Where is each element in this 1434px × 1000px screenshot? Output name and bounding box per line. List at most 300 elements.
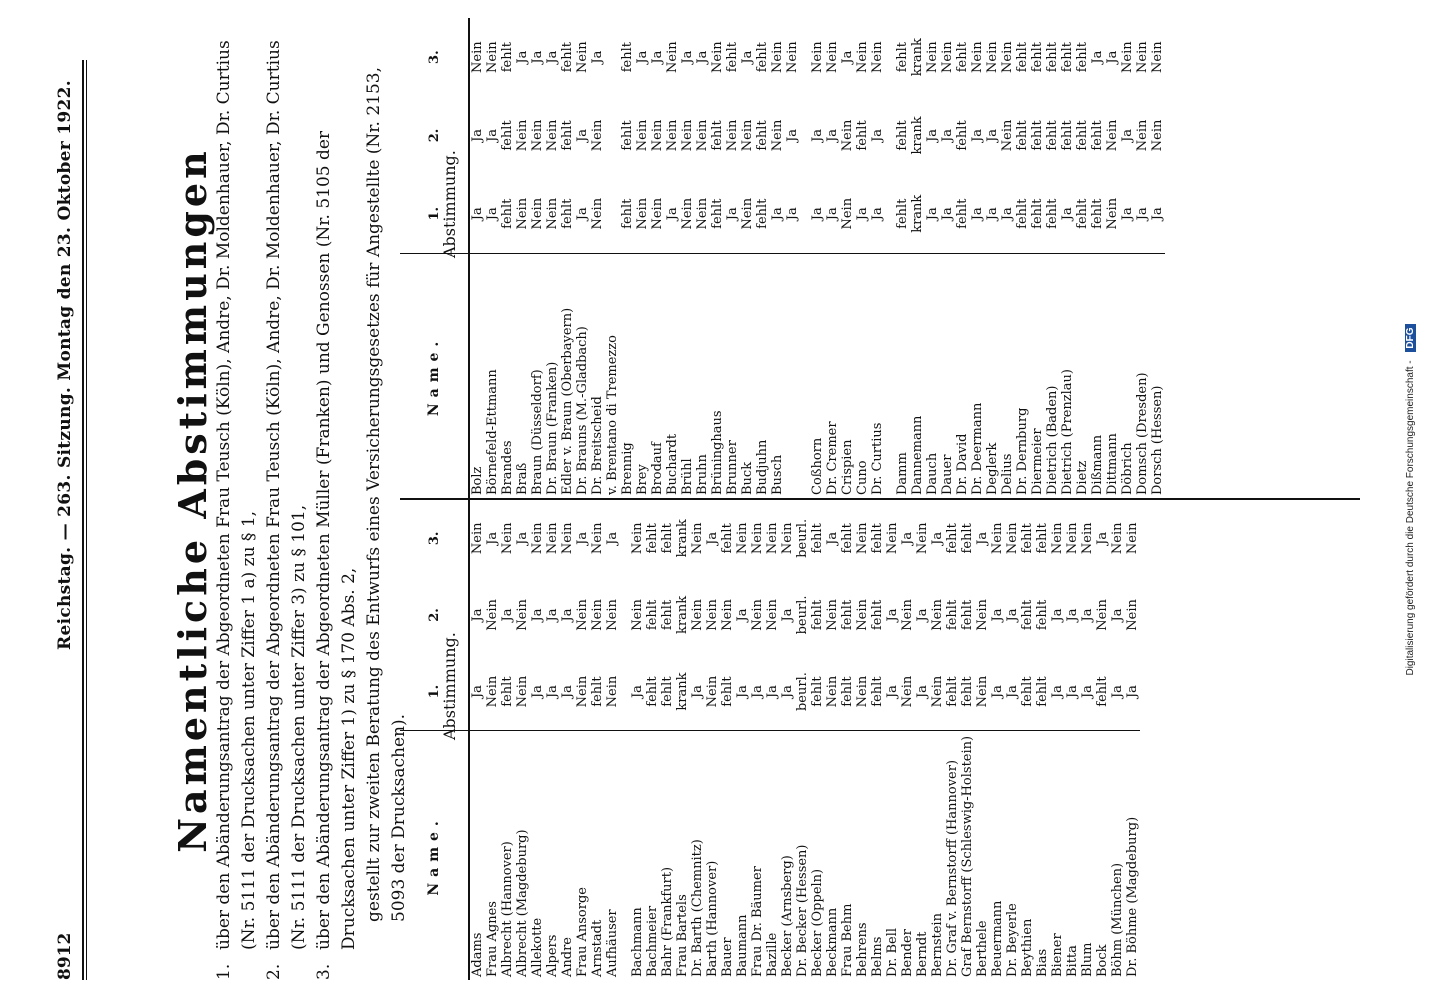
table-row	[1105, 18, 1120, 498]
vote-cell-3: Nein	[1000, 41, 1015, 73]
vote-cell-3	[885, 18, 895, 96]
vote-cell-1: Ja	[770, 207, 785, 221]
table-row	[785, 18, 800, 498]
table-row	[650, 18, 665, 498]
vote-cell-1: Ja	[1120, 207, 1135, 221]
table-row	[870, 500, 885, 980]
member-name: Dißmann	[1090, 253, 1105, 498]
motion-list	[212, 20, 412, 980]
vote-cell-3: Ja	[485, 531, 500, 545]
member-name: Frau Agnes	[485, 730, 500, 980]
member-name: Bauer	[720, 730, 735, 980]
vote-cell-3: fehlt	[755, 42, 770, 73]
vote-cell-1: Ja	[780, 685, 795, 699]
vote-cell-3: beurl.	[795, 518, 810, 558]
vote-cell-3: Nein	[530, 522, 545, 555]
vote-cell-2: Nein	[975, 599, 990, 631]
vote-cell-3: Ja	[1090, 50, 1105, 64]
motion-text: über den Abänderungsantrag der Abgeordneten Müller (Franken) und Genossen (Nr. 5105 der Drucksachen unter Ziffer 1) zu § 170 Abs. 2,	[314, 130, 359, 950]
table-row	[1000, 18, 1015, 498]
vote-cell-1: Ja	[855, 207, 870, 221]
table-row	[705, 500, 720, 980]
vote-cell-3: Ja	[530, 50, 545, 64]
vote-cell-1: Ja	[870, 207, 885, 221]
vote-cell-1: Ja	[485, 207, 500, 221]
vote-cell-3: fehlt	[1075, 42, 1090, 73]
table-row	[590, 18, 605, 498]
vote-cell-2: Ja	[780, 608, 795, 622]
vote-cell-2: Ja	[735, 608, 750, 622]
vote-cell-1: krank	[910, 194, 925, 233]
vote-cell-2: Ja	[1080, 608, 1095, 622]
vote-cell-1: Ja	[810, 207, 825, 221]
vote-cell-2: Nein	[690, 599, 705, 631]
column-header-name: Name.	[400, 253, 469, 498]
vote-cell-1: fehlt	[895, 198, 910, 229]
vote-cell-2: krank	[910, 116, 925, 155]
vote-cell-2: Nein	[1105, 119, 1120, 152]
table-row	[605, 18, 620, 498]
vote-cell-1: fehlt	[840, 676, 855, 707]
member-name: Dr. Barth (Chemnitz)	[690, 730, 705, 980]
table-row	[620, 500, 630, 980]
vote-cell-1: fehlt	[560, 198, 575, 229]
motion-number: 1.	[214, 963, 234, 980]
vote-cell-1: Ja	[630, 685, 645, 699]
table-row	[1080, 500, 1095, 980]
vote-cell-3: fehlt	[1060, 42, 1075, 73]
table-row	[1110, 500, 1125, 980]
member-name: Brühl	[680, 253, 695, 498]
vote-cell-3: Nein	[1005, 522, 1020, 555]
member-name: Brey	[635, 253, 650, 498]
member-name	[785, 253, 800, 498]
vote-cell-1: Ja	[470, 207, 485, 221]
vote-cell-1: Nein	[530, 197, 545, 230]
member-name: Dauer	[940, 253, 955, 498]
vote-cell-3: Nein	[560, 522, 575, 555]
vote-cell-2: beurl.	[795, 595, 810, 635]
member-name: Dittmann	[1105, 253, 1120, 498]
vote-cell-1: Ja	[970, 207, 985, 221]
vote-cell-2: fehlt	[960, 599, 975, 631]
header-rule	[82, 60, 84, 980]
table-row	[1065, 500, 1080, 980]
member-name: Arnstadt	[590, 730, 605, 980]
vote-cell-3: Nein	[825, 41, 840, 73]
vote-cell-1: Nein	[545, 197, 560, 230]
vote-cell-1: Ja	[985, 207, 1000, 221]
member-name: Buck	[740, 253, 755, 498]
vote-cell-1: Nein	[590, 197, 605, 230]
member-name: Beckmann	[825, 730, 840, 980]
table-row	[740, 18, 755, 498]
vote-table-body	[469, 500, 1140, 980]
vote-cell-1: Ja	[1050, 685, 1065, 699]
vote-cell-1: Nein	[825, 675, 840, 708]
vote-cell-3: Ja	[650, 50, 665, 64]
table-row	[945, 500, 960, 980]
table-row	[940, 18, 955, 498]
table-row	[800, 18, 810, 498]
table-row	[780, 500, 795, 980]
vote-cell-1: Nein	[740, 197, 755, 230]
column-header-vote-3: 3.	[400, 18, 469, 96]
table-row	[840, 500, 855, 980]
vote-cell-2: Ja	[870, 128, 885, 142]
member-name	[620, 730, 630, 980]
member-name: Domsch (Dresden)	[1135, 253, 1150, 498]
vote-cell-1: Nein	[855, 675, 870, 708]
table-row	[560, 500, 575, 980]
vote-cell-1: Ja	[925, 207, 940, 221]
table-row	[925, 18, 940, 498]
member-name: Dannemann	[910, 253, 925, 498]
abstimmung-label: Abstimmung.	[440, 632, 459, 740]
member-name: Brandes	[500, 253, 515, 498]
vote-cell-1: fehlt	[1090, 198, 1105, 229]
vote-cell-3: Nein	[1150, 41, 1165, 73]
vote-table-left	[400, 500, 1360, 980]
member-name: Frau Bartels	[675, 730, 690, 980]
table-row	[605, 500, 620, 980]
vote-cell-3	[605, 18, 620, 96]
vote-cell-2: Ja	[1005, 608, 1020, 622]
vote-cell-2: fehlt	[1035, 599, 1050, 631]
member-name: Brüninghaus	[710, 253, 725, 498]
vote-cell-2: Ja	[470, 608, 485, 622]
vote-cell-1: Ja	[545, 685, 560, 699]
vote-cell-3: Nein	[940, 41, 955, 73]
vote-cell-2: Nein	[590, 599, 605, 631]
vote-cell-3: fehlt	[840, 523, 855, 554]
vote-cell-2: Nein	[765, 599, 780, 631]
vote-cell-3: fehlt	[500, 42, 515, 73]
vote-cell-1: fehlt	[755, 198, 770, 229]
vote-cell-3: Nein	[590, 522, 605, 555]
vote-cell-3: Nein	[785, 41, 800, 73]
vote-cell-2: Nein	[530, 119, 545, 152]
table-row	[1075, 18, 1090, 498]
vote-cell-2: Nein	[1125, 599, 1140, 631]
vote-cell-2: Ja	[485, 128, 500, 142]
member-name: Bernstein	[930, 730, 945, 980]
vote-cell-2: fehlt	[955, 120, 970, 151]
member-name: Coßhorn	[810, 253, 825, 498]
table-row	[895, 18, 910, 498]
vote-cell-3: Ja	[515, 531, 530, 545]
table-row	[855, 18, 870, 498]
vote-cell-3: Nein	[970, 41, 985, 73]
vote-cell-2: Ja	[970, 128, 985, 142]
member-name: Cuno	[855, 253, 870, 498]
vote-cell-1	[605, 175, 620, 254]
vote-cell-1: fehlt	[590, 676, 605, 707]
member-name: Dr. Deermann	[970, 253, 985, 498]
table-row	[630, 500, 645, 980]
column-header-name: Name.	[400, 730, 469, 980]
vote-cell-1: fehlt	[645, 676, 660, 707]
vote-cell-3: Nein	[1125, 522, 1140, 555]
member-name: Diermeier	[1030, 253, 1045, 498]
vote-cell-1: Ja	[575, 207, 590, 221]
member-name: Dr. Curtius	[870, 253, 885, 498]
vote-cell-2: Nein	[840, 119, 855, 152]
vote-cell-2: Ja	[940, 128, 955, 142]
table-row	[1035, 500, 1050, 980]
vote-cell-2: Nein	[605, 599, 620, 631]
vote-cell-2: Ja	[500, 608, 515, 622]
vote-cell-2: Ja	[885, 608, 900, 622]
vote-cell-3: Nein	[575, 41, 590, 73]
table-row	[469, 500, 485, 980]
vote-cell-3: Ja	[825, 531, 840, 545]
member-name: Brodauf	[650, 253, 665, 498]
section-heading: Namentliche Abstimmungen	[170, 147, 215, 853]
vote-cell-2: Nein	[515, 599, 530, 631]
table-row	[590, 500, 605, 980]
vote-cell-2: Nein	[1000, 119, 1015, 152]
table-row	[735, 500, 750, 980]
vote-cell-3: Ja	[705, 531, 720, 545]
vote-cell-3: Nein	[855, 522, 870, 555]
vote-cell-1: Nein	[930, 675, 945, 708]
member-name: Dauch	[925, 253, 940, 498]
member-name: Berndt	[915, 730, 930, 980]
vote-cell-3: Ja	[605, 531, 620, 545]
member-name: Crispien	[840, 253, 855, 498]
table-row	[910, 18, 925, 498]
vote-cell-2: fehlt	[660, 599, 675, 631]
member-name: Graf Bernstorff (Schleswig-Holstein)	[960, 730, 975, 980]
vote-cell-2: Nein	[930, 599, 945, 631]
vote-cell-1: fehlt	[660, 676, 675, 707]
vote-cell-3: fehlt	[645, 523, 660, 554]
member-name: Adams	[469, 730, 485, 980]
vote-cell-2: fehlt	[1045, 120, 1060, 151]
vote-cell-3: Nein	[780, 522, 795, 555]
vote-cell-3: fehlt	[1045, 42, 1060, 73]
motion-item	[312, 20, 362, 980]
vote-cell-3: Nein	[985, 41, 1000, 73]
vote-cell-1: Ja	[1065, 685, 1080, 699]
vote-cell-3: Nein	[470, 522, 485, 555]
table-row	[1150, 18, 1165, 498]
vote-cell-3: Ja	[740, 50, 755, 64]
column-header-vote-1: 1.	[400, 175, 469, 254]
table-row	[645, 500, 660, 980]
member-name: Albrecht (Hannover)	[500, 730, 515, 980]
vote-cell-3: Nein	[735, 522, 750, 555]
table-row	[500, 18, 515, 498]
digitization-note	[1405, 0, 1416, 1000]
table-row	[469, 18, 485, 498]
vote-cell-3: Nein	[1065, 522, 1080, 555]
table-row	[530, 500, 545, 980]
table-row	[680, 18, 695, 498]
vote-cell-3: Ja	[515, 50, 530, 64]
member-name: Brunner	[725, 253, 740, 498]
vote-cell-1: Nein	[705, 675, 720, 708]
vote-cell-3: fehlt	[960, 523, 975, 554]
member-name	[885, 253, 895, 498]
vote-cell-3: Nein	[770, 41, 785, 73]
vote-cell-3: Ja	[840, 50, 855, 64]
member-name: Frau Behm	[840, 730, 855, 980]
vote-cell-2	[620, 577, 630, 654]
vote-cell-1: fehlt	[1075, 198, 1090, 229]
vote-cell-1: Ja	[1110, 685, 1125, 699]
vote-cell-1: Ja	[750, 685, 765, 699]
motion-number: 2.	[264, 963, 284, 980]
vote-cell-2: Nein	[750, 599, 765, 631]
table-row	[710, 18, 725, 498]
member-name: Dr. Böhme (Magdeburg)	[1125, 730, 1140, 980]
table-row	[720, 500, 735, 980]
vote-cell-3: Nein	[925, 41, 940, 73]
vote-cell-3: Nein	[710, 41, 725, 73]
vote-cell-2: fehlt	[710, 120, 725, 151]
table-row	[1020, 500, 1035, 980]
table-row	[1120, 18, 1135, 498]
vote-cell-2: fehlt	[1060, 120, 1075, 151]
column-header-vote-2: 2.	[400, 96, 469, 174]
table-row	[675, 500, 690, 980]
vote-cell-3: Nein	[810, 41, 825, 73]
table-row	[840, 18, 855, 498]
vote-cell-3: Nein	[500, 522, 515, 555]
vote-cell-3	[800, 18, 810, 96]
member-name: Dietz	[1075, 253, 1090, 498]
vote-cell-2: Nein	[705, 599, 720, 631]
vote-cell-2: Nein	[695, 119, 710, 152]
table-row	[530, 18, 545, 498]
vote-cell-1: fehlt	[620, 198, 635, 229]
member-name: Dr. Beyerle	[1005, 730, 1020, 980]
table-row	[990, 500, 1005, 980]
vote-cell-2: Ja	[560, 608, 575, 622]
table-row	[500, 500, 515, 980]
table-row	[930, 500, 945, 980]
vote-cell-1: Nein	[840, 197, 855, 230]
member-name: Dr. Breitscheid	[590, 253, 605, 498]
vote-cell-3: Ja	[900, 531, 915, 545]
table-row	[665, 18, 680, 498]
table-row	[810, 500, 825, 980]
member-name: Dr. Cremer	[825, 253, 840, 498]
vote-cell-2: Nein	[855, 599, 870, 631]
member-name: Dr. Graf v. Bernstorff (Hannover)	[945, 730, 960, 980]
table-row	[1125, 500, 1140, 980]
table-row	[515, 18, 530, 498]
member-name: Döbrich	[1120, 253, 1135, 498]
table-row	[900, 500, 915, 980]
digitization-text: Digitalisierung gefördert durch die Deutsche Forschungsgemeinschaft -	[1405, 360, 1416, 676]
vote-cell-3: Nein	[690, 522, 705, 555]
vote-cell-3: Nein	[1135, 41, 1150, 73]
vote-cell-3: Nein	[470, 41, 485, 73]
vote-cell-1: Ja	[470, 685, 485, 699]
vote-cell-2: Nein	[825, 599, 840, 631]
vote-cell-3: Ja	[1095, 531, 1110, 545]
vote-cell-1: Ja	[725, 207, 740, 221]
vote-cell-3: fehlt	[725, 42, 740, 73]
vote-cell-2: Nein	[545, 119, 560, 152]
vote-cell-2	[885, 96, 895, 174]
vote-cell-1	[620, 653, 630, 730]
table-row	[970, 18, 985, 498]
vote-cell-2: Ja	[1065, 608, 1080, 622]
vote-cell-3: fehlt	[620, 42, 635, 73]
member-name: Belms	[870, 730, 885, 980]
table-row	[750, 500, 765, 980]
member-name: Beythien	[1020, 730, 1035, 980]
vote-cell-3: fehlt	[560, 42, 575, 73]
vote-cell-1: Ja	[915, 685, 930, 699]
vote-cell-2: fehlt	[645, 599, 660, 631]
vote-cell-2: Nein	[1135, 119, 1150, 152]
member-name: Busch	[770, 253, 785, 498]
vote-cell-3: Nein	[1080, 522, 1095, 555]
table-row	[755, 18, 770, 498]
table-row	[810, 18, 825, 498]
dfg-logo: DFG	[1405, 324, 1416, 351]
table-row	[765, 500, 780, 980]
vote-cell-2: Nein	[1095, 599, 1110, 631]
vote-cell-3: krank	[675, 519, 690, 558]
vote-cell-3: Nein	[1050, 522, 1065, 555]
member-name: Frau Ansorge	[575, 730, 590, 980]
member-name: Dr. Bell	[885, 730, 900, 980]
vote-cell-2: Ja	[1110, 608, 1125, 622]
vote-cell-1: Nein	[695, 197, 710, 230]
vote-cell-2: Ja	[530, 608, 545, 622]
member-name: Dr. David	[955, 253, 970, 498]
member-name: Dietrich (Prenzlau)	[1060, 253, 1075, 498]
vote-cell-3: fehlt	[945, 523, 960, 554]
vote-cell-2: Ja	[925, 128, 940, 142]
vote-cell-3: Ja	[680, 50, 695, 64]
vote-cell-2: Nein	[630, 599, 645, 631]
vote-cell-3: Ja	[975, 531, 990, 545]
vote-cell-2: Nein	[650, 119, 665, 152]
vote-cell-1: Ja	[665, 207, 680, 221]
table-row	[695, 18, 710, 498]
member-name: Behrens	[855, 730, 870, 980]
vote-cell-2: Nein	[770, 119, 785, 152]
member-name: Börnefeld-Ettmann	[485, 253, 500, 498]
running-title: Reichstag. — 263. Sitzung. Montag den 23. Oktober 1922.	[55, 80, 75, 650]
motions-footer: gestellt zur zweiten Beratung des Entwurfs eines Versicherungsgesetzes für Angestellte (Nr. 2153, 5093 der Drucksachen).	[364, 66, 409, 922]
member-name: Barth (Hannover)	[705, 730, 720, 980]
vote-cell-1: Ja	[1125, 685, 1140, 699]
member-name: Brennig	[620, 253, 635, 498]
vote-cell-1: Nein	[605, 675, 620, 708]
vote-cell-2: fehlt	[560, 120, 575, 151]
vote-cell-1: Nein	[1105, 197, 1120, 230]
vote-cell-1: Ja	[785, 207, 800, 221]
vote-cell-1: Ja	[560, 685, 575, 699]
vote-cell-3: Ja	[635, 50, 650, 64]
vote-cell-1: fehlt	[1020, 676, 1035, 707]
member-name: Baumann	[735, 730, 750, 980]
vote-cell-1: Ja	[1005, 685, 1020, 699]
motion-item	[262, 20, 312, 980]
vote-cell-2: fehlt	[870, 599, 885, 631]
vote-cell-1: Ja	[690, 685, 705, 699]
vote-cell-2: Nein	[740, 119, 755, 152]
vote-cell-1: Nein	[900, 675, 915, 708]
